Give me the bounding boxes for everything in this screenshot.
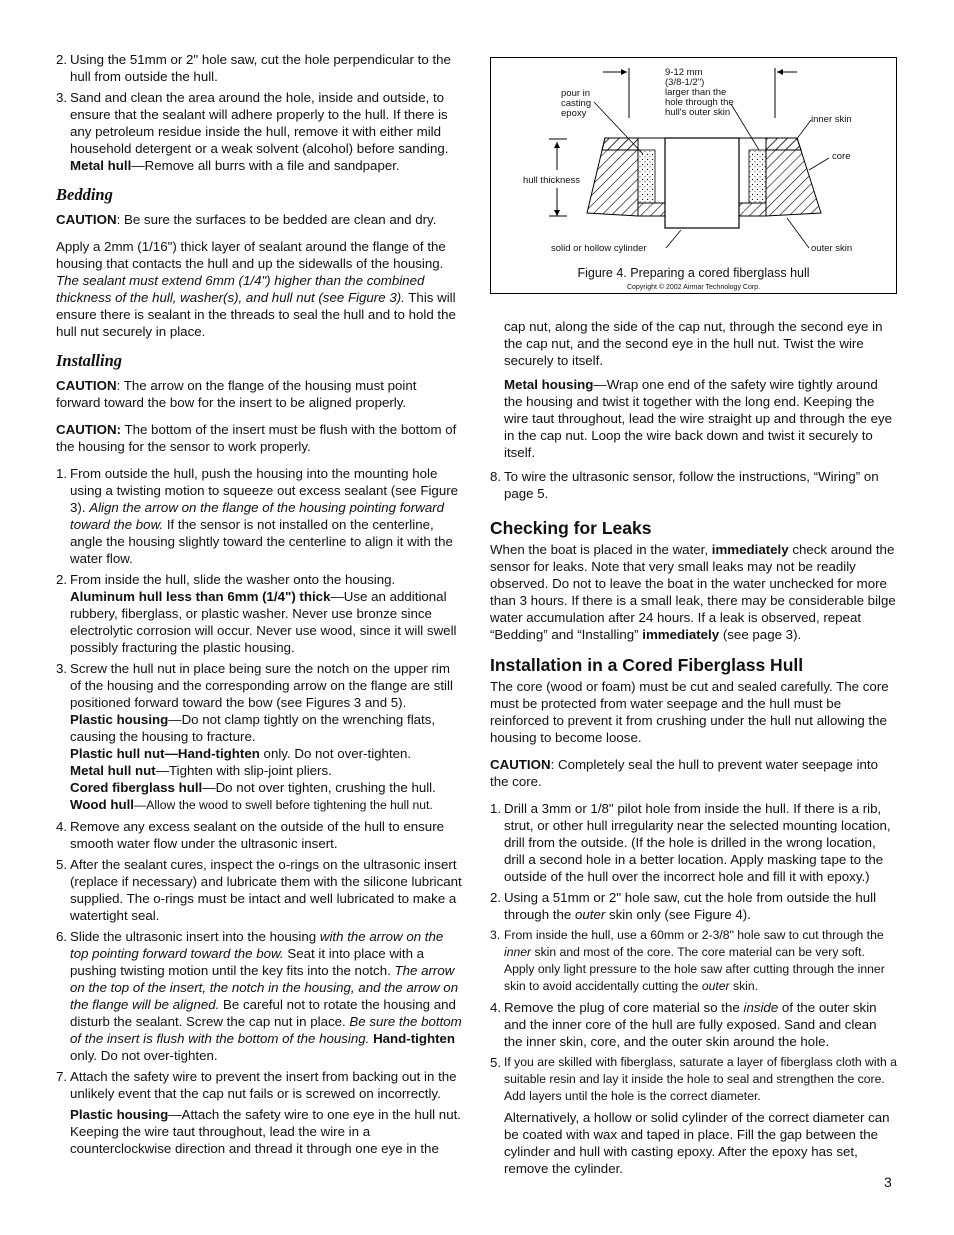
label-core: core bbox=[832, 151, 851, 162]
figure-copyright: Copyright © 2002 Airmar Technology Corp. bbox=[626, 284, 761, 291]
list-item: 1. Drill a 3mm or 1/8" pilot hole from inside the hull. If there is a rib, strut, or other hull irregularity near the selected mounting location, drill from the outside. (If the hole is drilled in the wrong location, drill a second hole in a better location. Apply masking tape to the outside of the hull over the incorrect hole and fill it with epoxy.) bbox=[490, 801, 891, 884]
label-size-5: hull's outer skin bbox=[665, 107, 731, 118]
list-item: 3. Sand and clean the area around the hole, inside and outside, to ensure that the sealant will adhere properly to the hull. If there is any petroleum residue inside the hull, remove it with either mild household detergent or a weak solvent (alcohol) before sanding. Metal hull—Remove all burrs with a file and sandpaper. bbox=[56, 90, 449, 173]
label-size-4: hole through the bbox=[665, 97, 734, 108]
bedding-caution: CAUTION: Be sure the surfaces to be bedded are clean and dry. bbox=[56, 212, 437, 227]
label-size-2: (3/8-1/2") bbox=[665, 77, 705, 88]
list-item: 2. Using a 51mm or 2" hole saw, cut the hole from outside the hull through the outer skin only (see Figure 4). bbox=[490, 890, 877, 922]
label-pour-2: casting bbox=[561, 98, 592, 109]
left-inner-skin bbox=[602, 138, 638, 150]
right-epoxy-fill bbox=[749, 150, 766, 203]
label-size-1: 9-12 mm bbox=[665, 67, 703, 78]
label-pour-3: epoxy bbox=[561, 108, 587, 119]
cored-intro: The core (wood or foam) must be cut and sealed carefully. The core must be protected from water seepage and the hull must be reinforced to prevent it from crushing under the hull nut allowing the housing to become loose. bbox=[490, 679, 889, 745]
installing-heading: Installing bbox=[56, 351, 123, 370]
page-number: 3 bbox=[884, 1174, 892, 1190]
cylinder bbox=[665, 138, 739, 228]
leaks-heading: Checking for Leaks bbox=[490, 518, 652, 538]
left-epoxy-fill bbox=[638, 150, 655, 203]
label-pour-1: pour in bbox=[561, 88, 591, 99]
cored-hull-diagram bbox=[491, 58, 896, 293]
installing-caution-2: CAUTION: The bottom of the insert must be flush with the bottom of the housing for the sensor to work properly. bbox=[56, 422, 457, 454]
list-item: 3. Screw the hull nut in place being sure the notch on the upper rim of the housing and the corresponding arrow on the flange are still positioned forward toward the bow (see Figures 3 and 5). Plastic housing—Do not clamp tightly on the wrenching flats, causing the housing to fracture. Plastic hull nut—Hand-tighten only. Do not over-tighten. Metal hull nut—Tighten with slip-joint pliers. Cored fiberglass hull—Do not over tighten, crushing the hull. Wood hull—Allow the wood to swell before tightening the hull nut. bbox=[56, 661, 453, 812]
list-item: 1. From outside the hull, push the housing into the mounting hole using a twisting motion to squeeze out excess sealant (see Figure 3). Align the arrow on the flange of the housing pointing forward toward the bow. If the sensor is not installed on the centerline, angle the housing slightly toward the centerline to align it with the water flow. bbox=[56, 466, 459, 566]
list-item: 7. Attach the safety wire to prevent the insert from backing out in the unlikely event that the cap nut fails or is screwed on incorrectly. Plastic housing—Attach the safety wire to one eye in the hull nut. Keeping the wire taut throughout, lead the wire in a counterclockwise direction and thread it through one eye in the bbox=[56, 1069, 461, 1156]
list-step-8 bbox=[490, 468, 898, 502]
list-item: 4. Remove any excess sealant on the outside of the hull to ensure smooth water flow under the ultrasonic insert. bbox=[56, 819, 445, 851]
label-outer-skin: outer skin bbox=[811, 243, 853, 254]
left-outer-skin bbox=[638, 203, 665, 216]
step-7-continued: cap nut, along the side of the cap nut, through the second eye in the cap nut, and the second eye in the hull nut. Twist the wire securely to itself. Metal housing—Wrap one end of the safety wire tightly around the housing and twist it together with the long end. Keeping the wire taut throughout, lead the wire straight up and through the eye in the cap nut. Loop the wire back down and twist it securely to itself. bbox=[504, 319, 893, 460]
installing-caution-1: CAUTION: The arrow on the flange of the housing must point forward toward the bow for the insert to be aligned properly. bbox=[56, 378, 417, 410]
left-column bbox=[56, 51, 462, 1161]
right-outer-skin bbox=[739, 203, 766, 216]
leaks-paragraph: When the boat is placed in the water, immediately check around the sensor for leaks. Note that very small leaks may not be readily observed. Do not to leave the boat in the water unchecked for more than 3 hours. If there is a small leak, there may be considerable bilge water accumulation after 24 hours. If a leak is observed, repeat “Bedding” and “Installing” immediately (see page 3). bbox=[490, 542, 896, 642]
list-item: 5. If you are skilled with fiberglass, saturate a layer of fiberglass cloth with a suitable resin and lay it inside the hole to seal and strengthen the core. Add layers until the hole is the correct diameter. Alternatively, a hollow or solid cylinder of the correct diameter can be coated with wax and taped in place. Fill the gap between the cylinder and hull with casting epoxy. After the epoxy has set, remove the cylinder. bbox=[490, 1055, 897, 1176]
label-cylinder: solid or hollow cylinder bbox=[551, 243, 647, 254]
label-inner-skin: inner skin bbox=[811, 114, 852, 125]
bedding-heading: Bedding bbox=[56, 185, 113, 204]
list-item: 5. After the sealant cures, inspect the o-rings on the ultrasonic insert (replace if necessary) and lubricate them with the silicone lubricant supplied. The o-rings must be intact and well lubricated to make a watertight seal. bbox=[56, 857, 462, 923]
right-column bbox=[490, 318, 898, 1181]
list-item: 3. From inside the hull, use a 60mm or 2-3/8" hole saw to cut through the inner skin and most of the core. The core material can be very soft. Apply only light pressure to the hole saw after cutting through the inner skin to avoid accidentally cutting the outer skin. bbox=[490, 928, 885, 993]
bedding-paragraph: Apply a 2mm (1/16") thick layer of sealant around the flange of the housing that contacts the hull and up the sidewalls of the housing. The sealant must extend 6mm (1/4") higher than the combined thickness of the hull, washer(s), and hull nut (see Figure 3). This will ensure there is sealant in the threads to seal the hull and to hold the hull nut securely in place. bbox=[56, 239, 456, 339]
cored-heading: Installation in a Cored Fiberglass Hull bbox=[490, 655, 804, 675]
list-item: 8. To wire the ultrasonic sensor, follow the instructions, “Wiring” on page 5. bbox=[490, 469, 879, 501]
list-item: 2. From inside the hull, slide the washer onto the housing. Aluminum hull less than 6mm (1/4") thick—Use an additional rubbery, fiberglass, or plastic washer. Never use bronze since electrolytic corrosion will occur. Never use wood, since it will swell possibly fracturing the plastic housing. bbox=[56, 572, 457, 655]
figure-caption: Figure 4. Preparing a cored fiberglass hull bbox=[577, 266, 810, 280]
list-item: 6. Slide the ultrasonic insert into the housing with the arrow on the top pointing forward toward the bow. Seat it into place with a pushing twisting motion until the key fits into the notch. The arrow on the top of the insert, the notch in the housing, and the arrow on the flange will be aligned. Be careful not to rotate the housing and disturb the sealant. Screw the cap nut in place. Be sure the bottom of the insert is flush with the bottom of the housing. Hand-tighten only. Do not over-tighten. bbox=[56, 929, 462, 1063]
label-hull-thickness: hull thickness bbox=[523, 175, 581, 186]
cored-caution: CAUTION: Completely seal the hull to prevent water seepage into the core. bbox=[490, 757, 879, 789]
figure-cored-hull bbox=[490, 57, 897, 294]
list-item: 4. Remove the plug of core material so the inside of the outer skin and the inner core of the hull are fully exposed. Sand and clean the inner skin, core, and the outer skin around the hole. bbox=[490, 1000, 877, 1049]
list-prep bbox=[56, 51, 462, 174]
list-installing bbox=[56, 465, 462, 1157]
label-size-3: larger than the bbox=[665, 87, 727, 98]
list-cored bbox=[490, 800, 898, 1177]
list-item: 2. Using the 51mm or 2" hole saw, cut the hole perpendicular to the hull from outside the hull. bbox=[56, 52, 451, 84]
